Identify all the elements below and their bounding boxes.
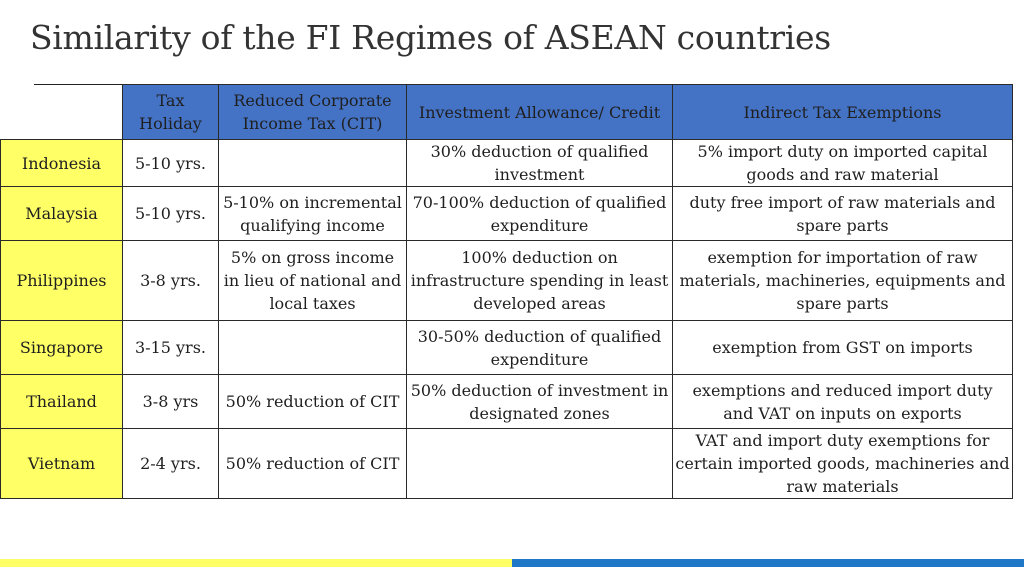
reduced-cit-cell: 50% reduction of CIT xyxy=(219,375,407,429)
header-investment-allowance: Investment Allowance/ Credit xyxy=(407,85,673,140)
reduced-cit-cell: 50% reduction of CIT xyxy=(219,429,407,499)
country-cell: Thailand xyxy=(1,375,123,429)
table-row xyxy=(1,429,1013,499)
reduced-cit-cell: 5% on gross income in lieu of national and local taxes xyxy=(219,241,407,321)
footer-bar-blue xyxy=(512,559,1024,567)
reduced-cit-cell xyxy=(219,321,407,375)
header-indirect-tax-exemptions: Indirect Tax Exemptions xyxy=(673,85,1013,140)
tax-holiday-cell: 3-8 yrs xyxy=(123,375,219,429)
header-reduced-cit: Reduced Corporate Income Tax (CIT) xyxy=(219,85,407,140)
investment-allowance-cell: 70-100% deduction of qualified expenditure xyxy=(407,187,673,241)
investment-allowance-cell: 30% deduction of qualified investment xyxy=(407,140,673,187)
tax-holiday-cell: 3-15 yrs. xyxy=(123,321,219,375)
investment-allowance-cell xyxy=(407,429,673,499)
tax-holiday-cell: 3-8 yrs. xyxy=(123,241,219,321)
country-cell: Malaysia xyxy=(1,187,123,241)
indirect-tax-cell: duty free import of raw materials and spare parts xyxy=(673,187,1013,241)
table-header-row xyxy=(1,85,1013,140)
reduced-cit-cell: 5-10% on incremental qualifying income xyxy=(219,187,407,241)
tax-holiday-cell: 2-4 yrs. xyxy=(123,429,219,499)
header-tax-holiday: Tax Holiday xyxy=(123,85,219,140)
indirect-tax-cell: VAT and import duty exemptions for certain imported goods, machineries and raw materials xyxy=(673,429,1013,499)
table-row xyxy=(1,241,1013,321)
header-corner-cell xyxy=(1,85,123,140)
tax-holiday-cell: 5-10 yrs. xyxy=(123,140,219,187)
table-row xyxy=(1,187,1013,241)
footer-bar-yellow xyxy=(0,559,512,567)
country-cell: Indonesia xyxy=(1,140,123,187)
table-row xyxy=(1,375,1013,429)
slide-title: Similarity of the FI Regimes of ASEAN countries xyxy=(30,18,831,57)
indirect-tax-cell: exemption from GST on imports xyxy=(673,321,1013,375)
investment-allowance-cell: 30-50% deduction of qualified expenditure xyxy=(407,321,673,375)
indirect-tax-cell: exemption for importation of raw materials, machineries, equipments and spare parts xyxy=(673,241,1013,321)
indirect-tax-cell: 5% import duty on imported capital goods and raw material xyxy=(673,140,1013,187)
investment-allowance-cell: 100% deduction on infrastructure spending in least developed areas xyxy=(407,241,673,321)
table-row xyxy=(1,321,1013,375)
country-cell: Philippines xyxy=(1,241,123,321)
fi-regimes-table xyxy=(0,84,1013,499)
tax-holiday-cell: 5-10 yrs. xyxy=(123,187,219,241)
investment-allowance-cell: 50% deduction of investment in designated zones xyxy=(407,375,673,429)
table-row xyxy=(1,140,1013,187)
country-cell: Vietnam xyxy=(1,429,123,499)
indirect-tax-cell: exemptions and reduced import duty and VAT on inputs on exports xyxy=(673,375,1013,429)
reduced-cit-cell xyxy=(219,140,407,187)
country-cell: Singapore xyxy=(1,321,123,375)
